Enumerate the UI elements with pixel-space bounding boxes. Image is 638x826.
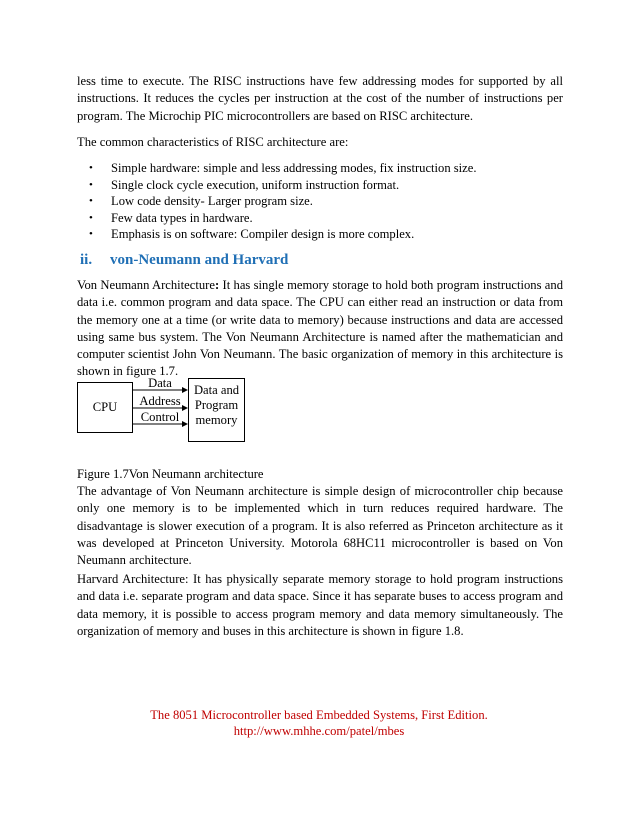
risc-characteristics-list bbox=[77, 160, 563, 243]
footer-title: The 8051 Microcontroller based Embedded Systems, First Edition. bbox=[150, 708, 488, 722]
bus-label-data: Data bbox=[148, 376, 172, 390]
von-neumann-term: Von Neumann Architecture bbox=[77, 278, 215, 292]
section-heading bbox=[80, 250, 288, 270]
bullet-icon: • bbox=[89, 178, 93, 191]
list-item: • Emphasis is on software: Compiler design is more complex. bbox=[89, 227, 415, 242]
bullet-icon: • bbox=[89, 228, 93, 241]
footer-url[interactable]: http://www.mhhe.com/patel/mbes bbox=[233, 724, 405, 738]
list-item: • Low code density- Larger program size. bbox=[89, 194, 313, 209]
section-number: ii. bbox=[80, 252, 93, 268]
memory-label-line: memory bbox=[195, 413, 238, 427]
characteristics-heading: The common characteristics of RISC architecture are: bbox=[77, 135, 349, 149]
intro-paragraph: less time to execute. The RISC instructions have few addressing modes for supported by all instructions. It reduces the cycles per instruction at the cost of the number of instructions per program. The Microchip PIC microcontrollers are based on RISC architecture. bbox=[77, 74, 563, 123]
memory-label-line: Data and bbox=[193, 383, 240, 397]
section-title: von-Neumann and Harvard bbox=[110, 252, 289, 268]
advantage-paragraph: The advantage of Von Neumann architecture is simple design of microcontroller chip because only one memory is to be implemented which in turn reduces required hardware. The disadvantage is slower execution of a program. It is also referred as Princeton architecture as it was developed at Princeton University. Motorola 68HC11 microcontroller is based on Von Neumann architecture. bbox=[77, 484, 563, 568]
list-item: • Simple hardware: simple and less addressing modes, fix instruction size. bbox=[89, 161, 477, 175]
bullet-icon: • bbox=[89, 162, 93, 174]
list-item: • Few data types in hardware. bbox=[89, 210, 253, 225]
von-neumann-paragraph: Von Neumann Architecture: It has single memory storage to hold both program instructions and data i.e. common program and data space. The CPU can either read an instruction or data from the memory one at a time (or write data to memory) because instructions and data are accessed using same bus system. The Von Neumann Architecture is named after the mathematician and computer scientist John Von Neumann. The basic organization of memory in this architecture is shown in figure 1.7. bbox=[77, 278, 563, 379]
figure-caption: Figure 1.7Von Neumann architecture bbox=[77, 467, 264, 481]
harvard-paragraph: Harvard Architecture: It has physically separate memory storage to hold program instructions and data i.e. separate program and data space. Since it has separate buses to access program and data memory, it is possible to access program memory and data memory simultaneously. The organization of memory and buses in this architecture is shown in figure 1.8. bbox=[77, 572, 563, 638]
von-neumann-diagram bbox=[77, 376, 277, 444]
cpu-label: CPU bbox=[92, 400, 118, 414]
bullet-icon: • bbox=[89, 195, 93, 208]
list-item: • Single clock cycle execution, uniform instruction format. bbox=[89, 177, 400, 192]
bullet-icon: • bbox=[89, 211, 93, 224]
bus-label-control: Control bbox=[140, 410, 180, 424]
bus-label-address: Address bbox=[139, 394, 181, 408]
memory-label-line: Program bbox=[194, 398, 239, 412]
